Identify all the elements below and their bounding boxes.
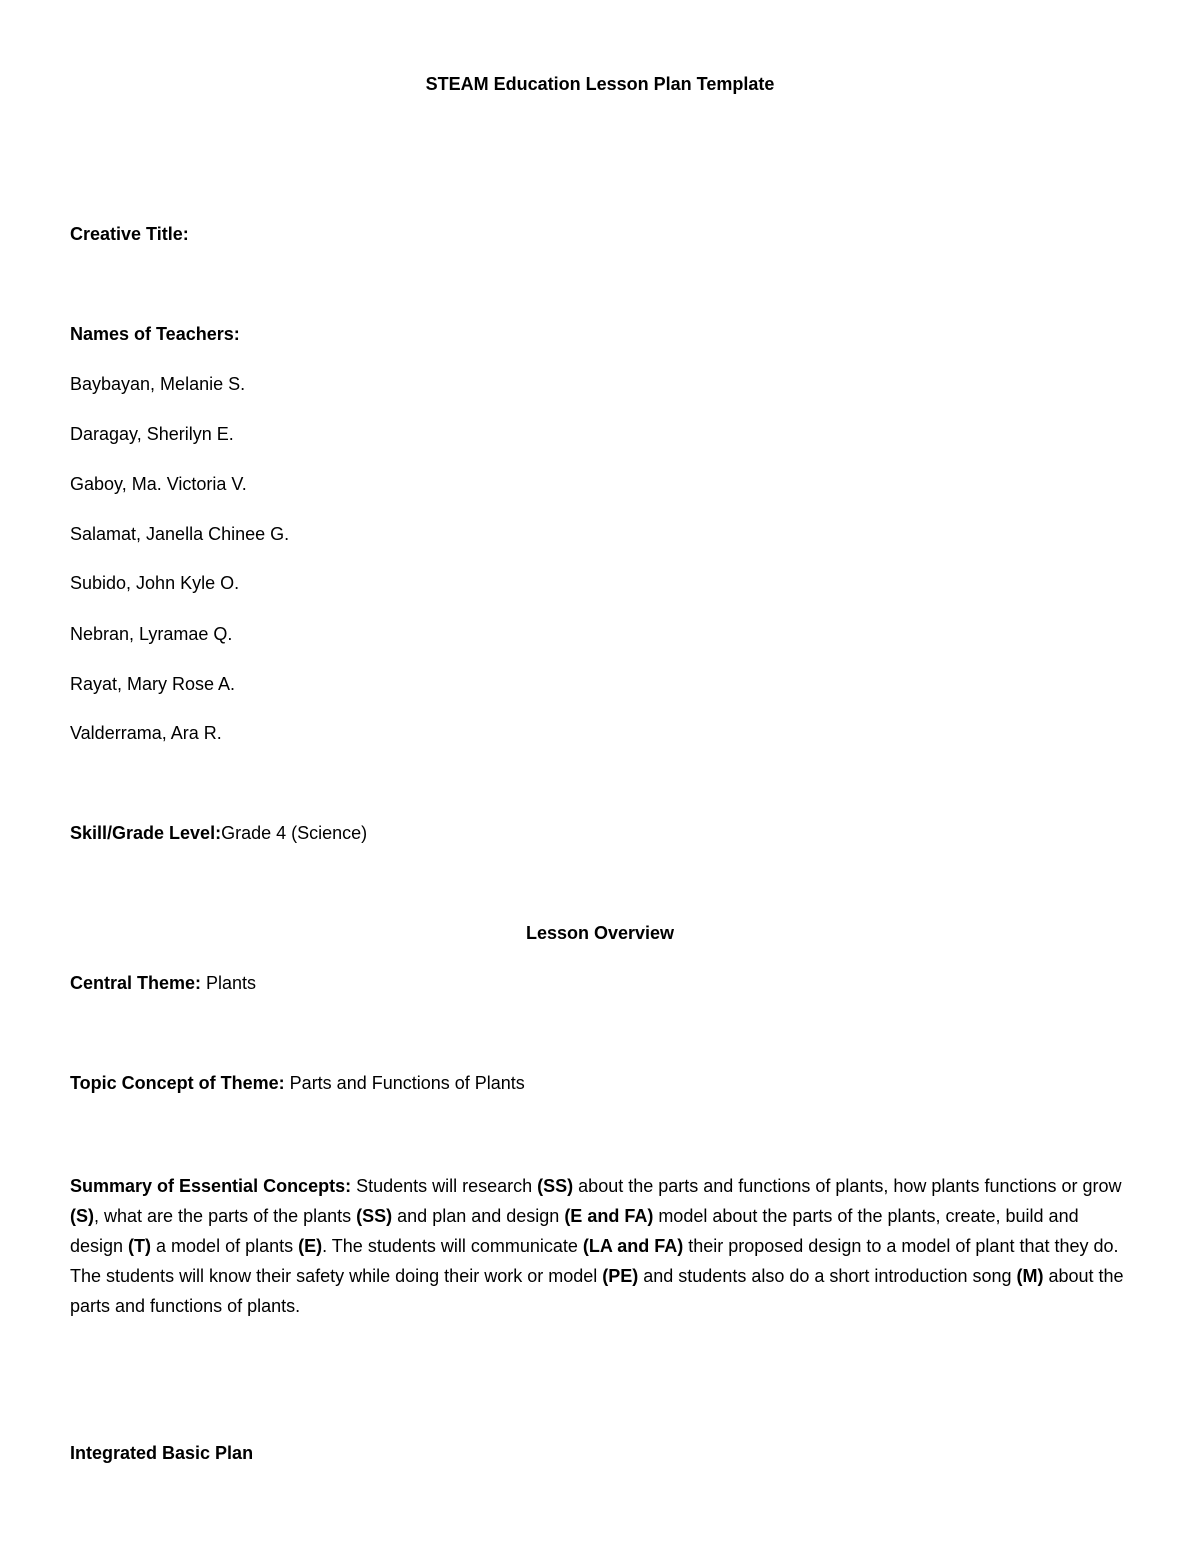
topic-concept-label: Topic Concept of Theme: <box>70 1073 285 1093</box>
summary-text: about the parts and functions of plants. <box>70 1266 1124 1316</box>
discipline-code: (SS) <box>356 1206 393 1226</box>
teacher-name: Baybayan, Melanie S. <box>70 374 246 394</box>
summary-text: about the parts and functions of plants, how plants functions or grow <box>573 1176 1122 1196</box>
teacher-name: Daragay, Sherilyn E. <box>70 424 234 444</box>
discipline-code: (LA and FA) <box>582 1236 684 1256</box>
discipline-code: (M) <box>1016 1266 1044 1286</box>
discipline-code: (E) <box>298 1236 323 1256</box>
discipline-code: (S) <box>70 1206 94 1226</box>
summary-label: Summary of Essential Concepts: <box>70 1176 352 1196</box>
summary-text: , what are the parts of the plants <box>94 1206 357 1226</box>
summary-text: model about the parts of the plants, create, build and design <box>70 1206 1079 1256</box>
summary-text: and students also do a short introduction song <box>638 1266 1017 1286</box>
integrated-basic-plan-heading: Integrated Basic Plan <box>70 1443 254 1463</box>
summary-body <box>70 1176 1124 1316</box>
central-theme-label: Central Theme: <box>70 973 202 993</box>
teacher-name: Valderrama, Ara R. <box>70 723 222 743</box>
summary-text: a model of plants <box>151 1236 299 1256</box>
grade-level-label: Skill/Grade Level: <box>70 823 222 843</box>
creative-title-label: Creative Title: <box>70 224 189 244</box>
central-theme-row <box>70 971 256 995</box>
grade-level-row <box>70 821 367 845</box>
summary-text: and plan and design <box>392 1206 565 1226</box>
teacher-name: Gaboy, Ma. Victoria V. <box>70 474 247 494</box>
central-theme-value: Plants <box>201 973 257 993</box>
teachers-label: Names of Teachers: <box>70 324 240 344</box>
summary-text: . The students will communicate <box>322 1236 583 1256</box>
teacher-name: Salamat, Janella Chinee G. <box>70 524 290 544</box>
lesson-overview-heading: Lesson Overview <box>525 923 675 943</box>
topic-concept-value: Parts and Functions of Plants <box>284 1073 525 1093</box>
discipline-code: (E and FA) <box>564 1206 654 1226</box>
discipline-code: (PE) <box>602 1266 639 1286</box>
summary-text: their proposed design to a model of plant that they do. The students will know their safety while doing their work or model <box>70 1236 1119 1286</box>
discipline-code: (SS) <box>537 1176 574 1196</box>
grade-level-value: Grade 4 (Science) <box>221 823 368 843</box>
summary-paragraph <box>70 1171 1130 1321</box>
document-title: STEAM Education Lesson Plan Template <box>425 74 775 94</box>
topic-concept-row <box>70 1071 525 1095</box>
teacher-name: Subido, John Kyle O. <box>70 573 240 593</box>
teacher-name: Nebran, Lyramae Q. <box>70 624 233 644</box>
summary-text: Students will research <box>351 1176 538 1196</box>
discipline-code: (T) <box>128 1236 152 1256</box>
teacher-name: Rayat, Mary Rose A. <box>70 674 236 694</box>
